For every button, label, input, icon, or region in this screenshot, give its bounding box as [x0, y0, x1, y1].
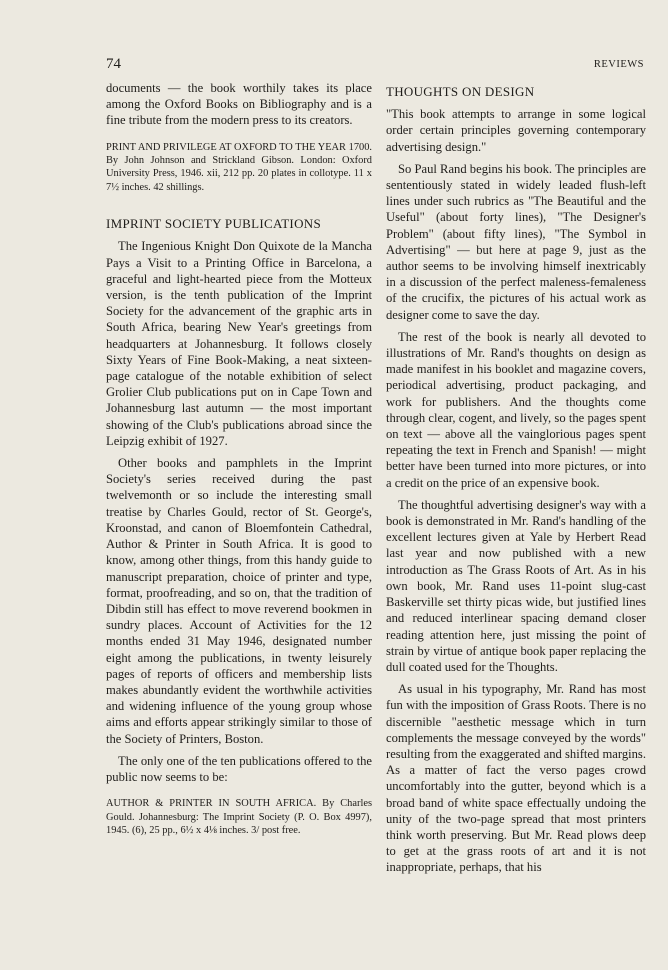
- right-column: [386, 80, 646, 876]
- opening-quote: "This book attempts to arrange in some logical order certain principles governing contemporary advertising design.": [386, 107, 646, 154]
- running-head: REVIEWS: [593, 59, 644, 70]
- paragraph: The Ingenious Knight Don Quixote de la Mancha Pays a Visit to a Printing Office in Barcelona, a graceful and light-hearted piece from the Motteux version, is the tenth publication of the Imprint Society for the advancement of the graphic arts in South Africa, bearing New Year's greetings from headquarters at Johannesburg. It follows closely Sixty Years of Fine Book-Making, a neat sixteen-page catalogue of the notable exhibition of select Grolier Club publications put on in Cape Town and Johannesburg last autumn — the most important showing of the Club's publications abroad since the Leipzig exhibit of 1927.: [106, 239, 372, 448]
- bibliography-entry-print-and-privilege: PRINT AND PRIVILEGE AT OXFORD TO THE YEAR 1700. By John Johnson and Strickland Gibson. London: Oxford University Press, 1946. xii, 212 pp. 20 plates in collotype. 11 x 7½ inches. 42 shillings.: [106, 141, 372, 193]
- left-column: [106, 80, 372, 837]
- intro-paragraph: documents — the book worthily takes its place among the Oxford Books on Bibliography and is a fine tribute from the modern press to its creators.: [106, 81, 372, 128]
- page-number: 74: [106, 56, 121, 72]
- paragraph: So Paul Rand begins his book. The principles are sententiously stated in widely leaded flush-left lines under such rubrics as "The Beautiful and the Useful" (about forty lines), "The Designer's Problem" (about fifty lines), "The Symbol in Advertising" — but here at page 9, just as the author seems to be involving himself inextricably in a discussion of the perfect maleness-femaleness of the crucifix, the pictures of his actual work as designer come to save the day.: [386, 161, 646, 322]
- paragraph: The rest of the book is nearly all devoted to illustrations of Mr. Rand's thoughts on design as made manifest in his booklet and magazine covers, periodical advertising, product packaging, and work for publishers. And the thoughts come through clear, cogent, and lively, so the pages spent on text — above all the vainglorious pages spent repeating the text in French and Spanish! — might better have been turned into more pictures, or into a credit on the price of an expensive book.: [386, 329, 646, 490]
- paragraph: As usual in his typography, Mr. Rand has most fun with the imposition of Grass Roots. There is no discernible "aesthetic message which in turn complements the message conveyed by the words" resulting from the exaggerated and shifted margins. As a matter of fact the verso pages crowd uncomfortably into the gutter, beyond which is a broad band of white space effectually undoing the unity of the two-page spread that most printers think worth preserving. But Mr. Read plows deep to get at the grass roots of art and it is not inappropriate, perhaps, that his: [386, 682, 646, 875]
- paragraph: Other books and pamphlets in the Imprint Society's series received during the past twelvemonth or so include the interesting small treatise by Charles Gould, rector of St. George's, Kroonstad, and canon of Bloemfontein Cathedral, Author & Printer in South Africa. It is good to know, among other things, from this handy guide to manuscript preparation, choice of printer and type, format, proofreading, and so on, that the tradition of Dibdin still has effect to move reverend bookmen in sundry places. Account of Activities for the 12 months ended 31 May 1946, designated number eight among the publications, in twenty leisurely pages of reports of officers and membership lists makes abundantly evident the worthwhile activities and widening influence of the young group whose aims and efforts appear strikingly similar to those of the Society of Printers, Boston.: [106, 456, 372, 746]
- section-heading-imprint-society: IMPRINT SOCIETY PUBLICATIONS: [106, 216, 321, 232]
- paragraph: The only one of the ten publications offered to the public now seems to be:: [106, 753, 372, 784]
- section-heading-thoughts-on-design: THOUGHTS ON DESIGN: [386, 84, 535, 99]
- paragraph: The thoughtful advertising designer's way with a book is demonstrated in Mr. Rand's handling of the excellent lectures given at Yale by Herbert Read last year and now published with a new introduction as The Grass Roots of Art. As in his own book, Mr. Rand uses 11-point slug-cast Baskerville set thirty picas wide, but justified lines and reduced interlinear spacing demand closer reading attention here, just missing the point of strain by virtue of antique book paper replacing the dull coated used for the Thoughts.: [386, 497, 646, 674]
- bibliography-entry-author-and-printer: AUTHOR & PRINTER IN SOUTH AFRICA. By Charles Gould. Johannesburg: The Imprint Society (P. O. Box 4997), 1945. (6), 25 pp., 6½ x 4⅛ inches. 3/ post free.: [106, 798, 372, 836]
- page-header: [106, 56, 644, 76]
